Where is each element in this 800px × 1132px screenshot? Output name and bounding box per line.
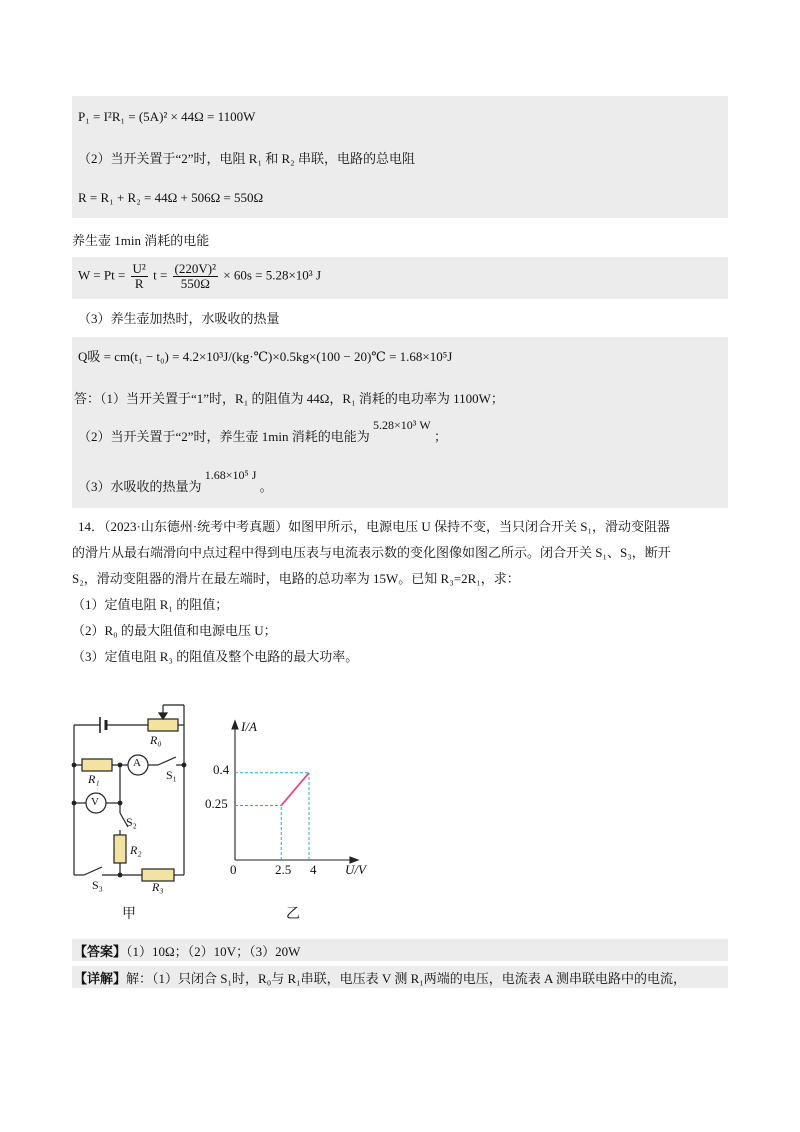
y-tick-0-4: 0.4 [213,762,230,777]
ans3-suffix: 。 [259,479,273,494]
frac-den-2: 550Ω [180,276,210,291]
answer-line-3 [78,468,273,496]
fraction-u2-r [131,262,148,291]
ans3-value: 1.68×10⁵ J [204,468,257,482]
eq-w-right: × 60s = 5.28×10³ J [223,267,322,283]
answer-line [74,941,300,960]
problem-14 [72,514,732,670]
detail-line [74,968,686,987]
circuit-diagram [60,695,200,895]
label-r0: R₀ [150,733,162,747]
equation-r: R = R₁ + R₂ = 44Ω + 506Ω = 550Ω [78,190,264,205]
answer-text: （1）10Ω；（2）10V；（3）20W [126,944,301,959]
problem-line-3: S₂，滑动变阻器的滑片在最左端时，电路的总功率为 15W。已知 R₃=2R₁，求： [72,571,520,586]
answer-tag: 【答案】 [74,944,127,959]
graph-origin: 0 [230,862,237,877]
eq-w-left: W = Pt = [78,267,126,283]
label-r1: R₁ [88,772,100,786]
frac-den-1: R [134,276,144,291]
question-2: （2）R₀ 的最大阻值和电源电压 U； [72,623,277,638]
ans2-value: 5.28×10³ W [373,418,431,432]
ans2-prefix: （2）当开关置于“2”时，养生壶 1min 消耗的电能为 [78,429,370,444]
label-voltmeter: V [91,796,99,808]
ans3-prefix: （3）水吸收的热量为 [78,479,202,494]
fraction-220-550 [173,262,218,291]
label-s3: S₃ [92,878,103,892]
graph-xlabel: U/V [345,862,366,877]
detail-tag: 【详解】 [74,971,127,986]
caption-yi: 乙 [286,907,300,922]
question-1: （1）定值电阻 R₁ 的阻值； [72,597,229,612]
energy-text: 养生壶 1min 消耗的电能 [72,233,210,248]
eq-w-mid: t = [153,267,168,283]
label-ammeter: A [133,757,141,769]
y-tick-0-25: 0.25 [205,796,228,811]
frac-num-1: U² [132,261,146,276]
graph-ylabel: I/A [241,719,257,734]
problem-line-1: 14．（2023·山东德州·统考中考真题）如图甲所示，电源电压 U 保持不变，当只闭合开关 S₁，滑动变阻器 [78,519,671,534]
detail-text: 解：（1）只闭合 S₁时，R₀与 R₁串联，电压表 V 测 R₁两端的电压，电流表 A 测串联电路中的电流， [126,971,686,986]
x-tick-4: 4 [310,862,317,877]
label-s2: S₂ [126,815,137,829]
label-s1: S₁ [166,768,177,782]
data-line-segment-0 [281,773,309,806]
question-3: （3）定值电阻 R₃ 的阻值及整个电路的最大功率。 [72,649,359,664]
equation-p1: P₁ = I²R₁ = (5A)² × 44Ω = 1100W [78,109,256,124]
label-r2: R₂ [130,843,142,857]
step3-text: （3）养生壶加热时，水吸收的热量 [78,311,280,326]
problem-line-2: 的滑片从最右端滑向中点过程中得到电压表与电流表示数的变化图像如图乙所示。闭合开关 S₁、S₃，断开 [72,545,671,560]
answer-line-1: 答：（1）当开关置于“1”时，R₁ 的阻值为 44Ω，R₁ 消耗的电功率为 1100W； [74,391,504,406]
answer-line-2 [78,418,447,446]
equation-q: Q吸 = cm(t₁ − t₀) = 4.2×10³J/(kg·℃)×0.5kg×(100 − 20)℃ = 1.68×10⁵J [78,349,453,364]
equation-w [78,262,321,291]
caption-jia: 甲 [122,907,136,922]
x-tick-2-5: 2.5 [275,862,292,877]
frac-num-2: (220V)² [174,261,216,276]
label-r3: R₃ [152,880,164,894]
ans2-suffix: ； [433,429,447,444]
step2-text: （2）当开关置于“2”时，电阻 R₁ 和 R₂ 串联，电路的总电阻 [78,151,415,166]
